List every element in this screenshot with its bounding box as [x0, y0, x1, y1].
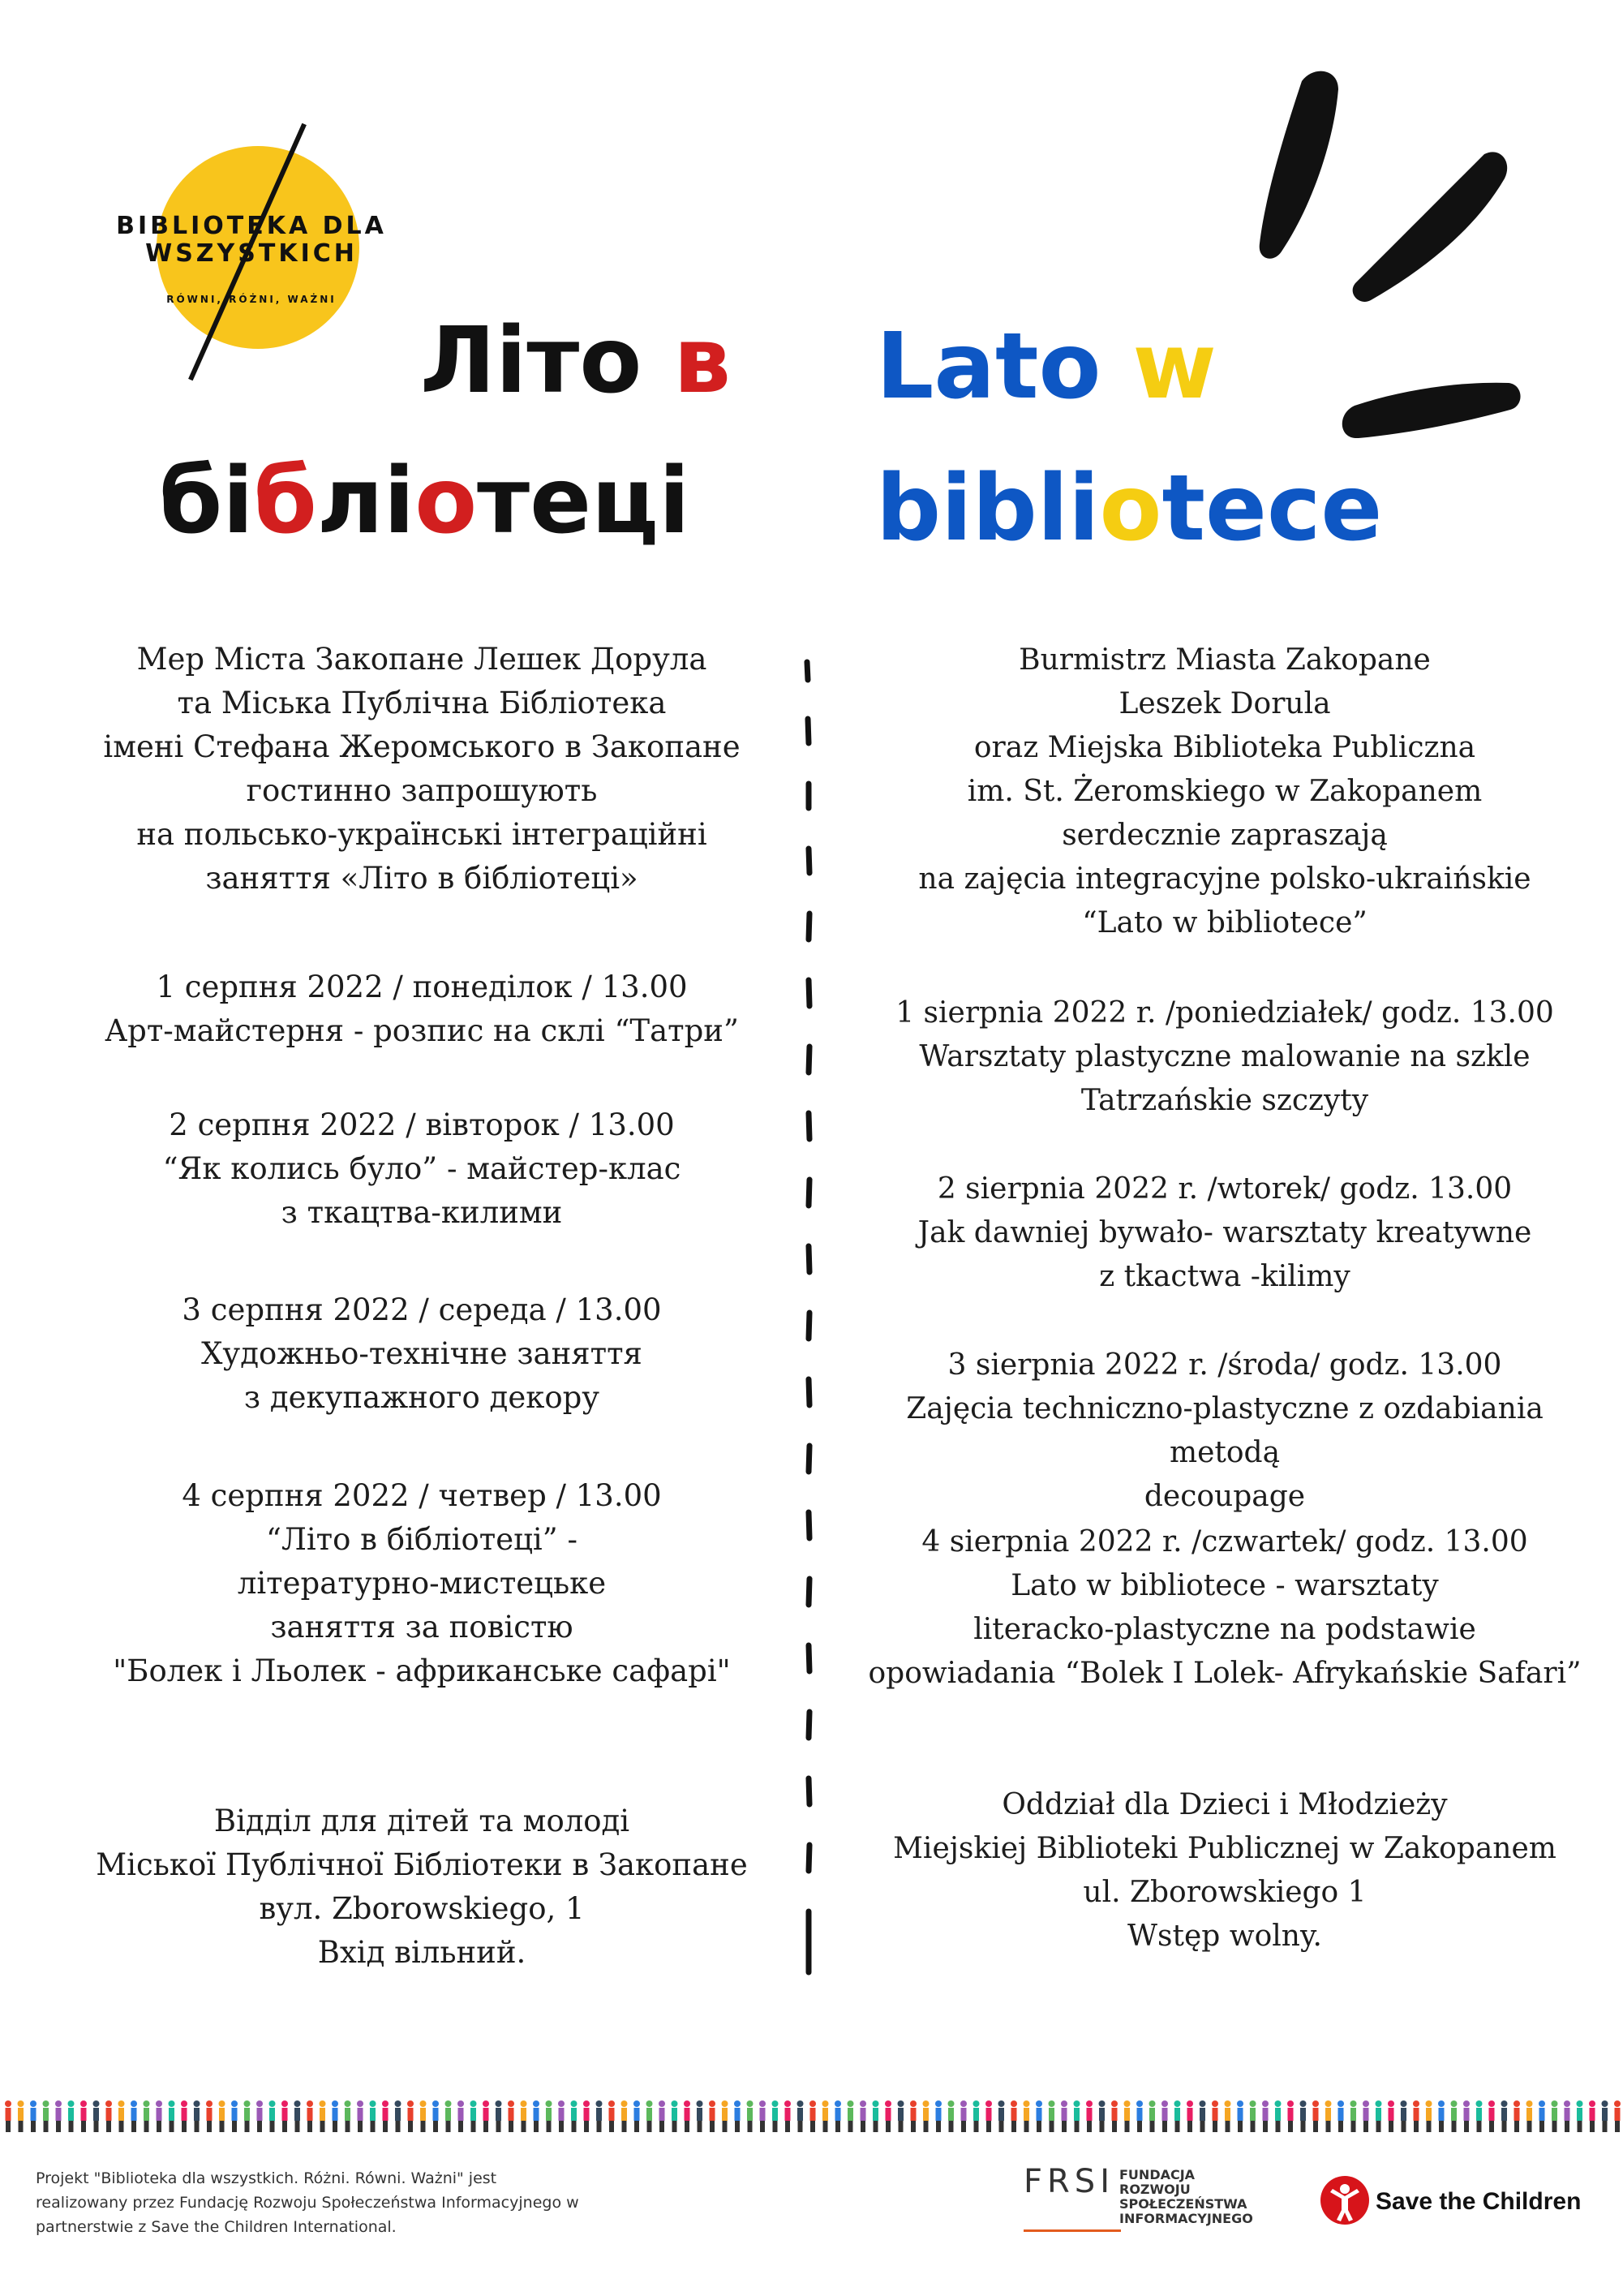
frsi-logo: FRSI	[1024, 2163, 1114, 2200]
ua-event-2: 2 серпня 2022 / вівторок / 13.00 “Як колись було” - майстер-клас з ткацтва-килими	[162, 1107, 681, 1230]
save-the-children-label: Save the Children	[1376, 2188, 1582, 2215]
title-pl-line1: Lato w	[876, 314, 1217, 419]
ua-footer-address: Відділ для дітей та молоді Міської Публічної Бібліотеки в Закопане вул. Zborowskiego, 1 Вхід вільний.	[96, 1804, 748, 1970]
logo-subtitle: RÓWNI, RÓŻNI, WAŻNI	[166, 294, 337, 305]
people-chain-decoration	[0, 2096, 1623, 2134]
ua-event-1: 1 серпня 2022 / понеділок / 13.00 Арт-майстерня - розпис на склі “Татри”	[105, 970, 739, 1048]
title-ua-line2: бібліотеці	[159, 449, 690, 554]
frsi-full-name: FUNDACJA ROZWOJU SPOŁECZEŃSTWA INFORMACYJNEGO	[1119, 2167, 1253, 2226]
logo-title: BIBLIOTEKA DLA WSZYSTKICH	[116, 212, 387, 268]
title-ua-line1: Літо в	[420, 308, 732, 414]
frsi-underline	[1024, 2229, 1121, 2232]
pl-event-4: 4 sierpnia 2022 r. /czwartek/ godz. 13.00 Lato w bibliotece - warsztaty literacko-plastyczne na podstawie opowiadania “Bolek I Lolek- Afrykańskie Safari”	[868, 1525, 1582, 1690]
ua-event-4: 4 серпня 2022 / четвер / 13.00 “Літо в бібліотеці” - літературно-мистецьке заняття за повістю "Болек і Льолек - африканське сафарі"	[113, 1478, 731, 1688]
ua-intro: Мер Міста Закопане Лешек Дорула та Міська Публічна Бібліотека імені Стефана Жеромського в Закопане гостинно запрошують на польсько-українські інтеграційні заняття «Літо в бібліотеці»	[103, 642, 741, 896]
pl-footer-address: Oddział dla Dzieci i Młodzieży Miejskiej Biblioteki Publicznej w Zakopanem ul. Zborowskiego 1 Wstęp wolny.	[893, 1788, 1556, 1953]
brush-strokes-decoration	[1217, 49, 1541, 438]
pl-intro: Burmistrz Miasta Zakopane Leszek Dorula oraz Miejska Biblioteka Publiczna im. St. Żeromskiego w Zakopanem serdecznie zapraszają na zajęcia integracyjne polsko-ukraińskie “Lato w bibliotece”	[918, 643, 1531, 939]
save-the-children-icon	[1319, 2174, 1371, 2226]
project-info: Projekt "Biblioteka dla wszystkich. Różni. Równi. Ważni" jest realizowany przez Fundację Rozwoju Społeczeństwa Informacyjnego w partnerstwie z Save the Children International.	[36, 2169, 579, 2236]
pl-event-2: 2 sierpnia 2022 r. /wtorek/ godz. 13.00 Jak dawniej bywało- warsztaty kreatywne z tkactwa -kilimy	[917, 1172, 1532, 1293]
pl-event-1: 1 sierpnia 2022 r. /poniedziałek/ godz. 13.00 Warsztaty plastyczne malowanie na szkle Tatrzańskie szczyty	[895, 996, 1554, 1117]
title-pl-line2: bibliotece	[876, 456, 1383, 561]
pl-event-3: 3 sierpnia 2022 r. /środa/ godz. 13.00 Zajęcia techniczno-plastyczne z ozdabiania metodą decoupage	[906, 1348, 1544, 1513]
dashed-divider	[799, 654, 818, 1984]
ua-event-3: 3 серпня 2022 / середа / 13.00 Художньо-технічне заняття з декупажного декору	[182, 1292, 662, 1415]
